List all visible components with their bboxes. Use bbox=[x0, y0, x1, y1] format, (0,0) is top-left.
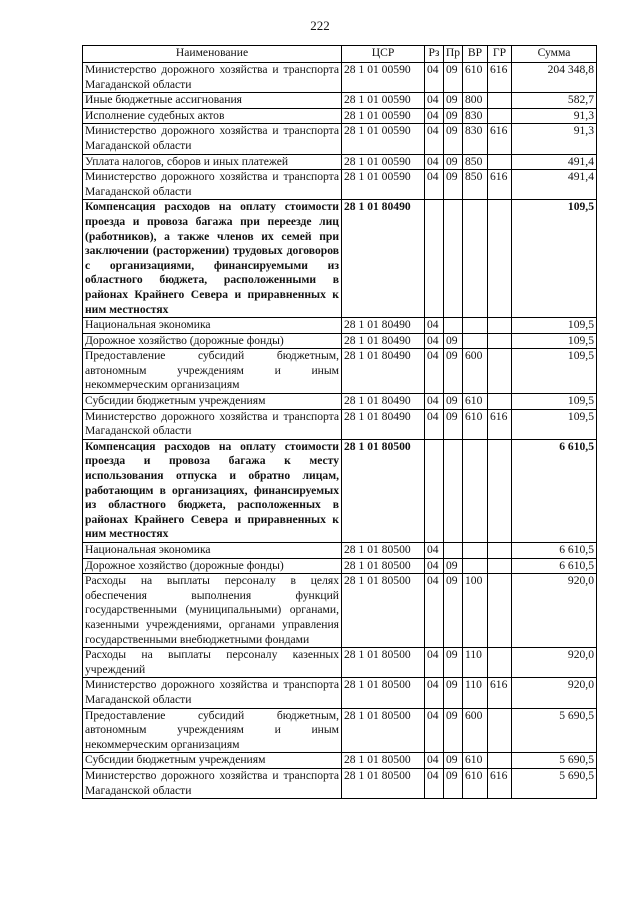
pr-cell: 09 bbox=[444, 678, 463, 708]
rz-cell: 04 bbox=[425, 648, 444, 678]
name-cell: Дорожное хозяйство (дорожные фонды) bbox=[83, 558, 342, 574]
gr-cell bbox=[488, 333, 512, 349]
header-gr: ГР bbox=[488, 46, 512, 63]
gr-cell bbox=[488, 394, 512, 410]
header-name: Наименование bbox=[83, 46, 342, 63]
name-cell: Иные бюджетные ассигнования bbox=[83, 93, 342, 109]
table-row bbox=[83, 154, 597, 170]
budget-table bbox=[82, 45, 597, 799]
table-row bbox=[83, 63, 597, 93]
name-cell: Компенсация расходов на оплату стоимости проезда и провоза багажа к месту использования отпуска и обратно лицам, работающим в организациях, финансируемых из областного бюджета, расположенных в районах Крайнего Севера и приравненных к ним местностях bbox=[83, 439, 342, 542]
csr-cell: 28 1 01 80490 bbox=[342, 349, 425, 394]
pr-cell: 09 bbox=[444, 170, 463, 200]
gr-cell bbox=[488, 200, 512, 318]
vr-cell: 600 bbox=[463, 349, 488, 394]
table-row bbox=[83, 439, 597, 542]
name-cell: Национальная экономика bbox=[83, 543, 342, 559]
table-row bbox=[83, 708, 597, 753]
gr-cell: 616 bbox=[488, 170, 512, 200]
pr-cell bbox=[444, 318, 463, 334]
csr-cell: 28 1 01 80490 bbox=[342, 333, 425, 349]
csr-cell: 28 1 01 80500 bbox=[342, 678, 425, 708]
vr-cell: 610 bbox=[463, 768, 488, 798]
vr-cell: 110 bbox=[463, 648, 488, 678]
pr-cell: 09 bbox=[444, 93, 463, 109]
table-row bbox=[83, 678, 597, 708]
sum-cell: 109,5 bbox=[512, 200, 597, 318]
name-cell: Министерство дорожного хозяйства и транспорта Магаданской области bbox=[83, 170, 342, 200]
sum-cell: 6 610,5 bbox=[512, 543, 597, 559]
rz-cell: 04 bbox=[425, 543, 444, 559]
pr-cell: 09 bbox=[444, 63, 463, 93]
pr-cell: 09 bbox=[444, 574, 463, 648]
rz-cell: 04 bbox=[425, 768, 444, 798]
gr-cell bbox=[488, 349, 512, 394]
sum-cell: 491,4 bbox=[512, 154, 597, 170]
csr-cell: 28 1 01 80490 bbox=[342, 409, 425, 439]
csr-cell: 28 1 01 80500 bbox=[342, 558, 425, 574]
rz-cell bbox=[425, 439, 444, 542]
vr-cell bbox=[463, 558, 488, 574]
vr-cell: 610 bbox=[463, 63, 488, 93]
table-row bbox=[83, 543, 597, 559]
sum-cell: 6 610,5 bbox=[512, 558, 597, 574]
sum-cell: 491,4 bbox=[512, 170, 597, 200]
csr-cell: 28 1 01 80500 bbox=[342, 753, 425, 769]
name-cell: Исполнение судебных актов bbox=[83, 108, 342, 124]
rz-cell: 04 bbox=[425, 170, 444, 200]
header-csr: ЦСР bbox=[342, 46, 425, 63]
gr-cell: 616 bbox=[488, 409, 512, 439]
rz-cell: 04 bbox=[425, 394, 444, 410]
gr-cell bbox=[488, 648, 512, 678]
gr-cell bbox=[488, 543, 512, 559]
sum-cell: 920,0 bbox=[512, 648, 597, 678]
header-sum: Сумма bbox=[512, 46, 597, 63]
rz-cell: 04 bbox=[425, 558, 444, 574]
table-row bbox=[83, 753, 597, 769]
name-cell: Дорожное хозяйство (дорожные фонды) bbox=[83, 333, 342, 349]
header-rz: Рз bbox=[425, 46, 444, 63]
sum-cell: 920,0 bbox=[512, 574, 597, 648]
rz-cell: 04 bbox=[425, 753, 444, 769]
rz-cell: 04 bbox=[425, 63, 444, 93]
pr-cell bbox=[444, 200, 463, 318]
name-cell: Расходы на выплаты персоналу в целях обеспечения выполнения функций государственными (муниципальными) органами, казенными учреждениями, органами управления государственными внебюджетными фондами bbox=[83, 574, 342, 648]
sum-cell: 109,5 bbox=[512, 333, 597, 349]
csr-cell: 28 1 01 00590 bbox=[342, 154, 425, 170]
header-pr: Пр bbox=[444, 46, 463, 63]
sum-cell: 204 348,8 bbox=[512, 63, 597, 93]
sum-cell: 109,5 bbox=[512, 318, 597, 334]
gr-cell: 616 bbox=[488, 63, 512, 93]
name-cell: Расходы на выплаты персоналу казенных учреждений bbox=[83, 648, 342, 678]
name-cell: Министерство дорожного хозяйства и транспорта Магаданской области bbox=[83, 768, 342, 798]
sum-cell: 109,5 bbox=[512, 349, 597, 394]
rz-cell: 04 bbox=[425, 678, 444, 708]
csr-cell: 28 1 01 80500 bbox=[342, 708, 425, 753]
table-row bbox=[83, 394, 597, 410]
vr-cell: 800 bbox=[463, 93, 488, 109]
csr-cell: 28 1 01 80500 bbox=[342, 768, 425, 798]
gr-cell: 616 bbox=[488, 768, 512, 798]
vr-cell: 850 bbox=[463, 170, 488, 200]
vr-cell: 610 bbox=[463, 394, 488, 410]
sum-cell: 6 610,5 bbox=[512, 439, 597, 542]
vr-cell: 830 bbox=[463, 108, 488, 124]
pr-cell bbox=[444, 543, 463, 559]
gr-cell bbox=[488, 154, 512, 170]
sum-cell: 109,5 bbox=[512, 394, 597, 410]
csr-cell: 28 1 01 00590 bbox=[342, 93, 425, 109]
name-cell: Предоставление субсидий бюджетным, автономным учреждениям и иным некоммерческим организациям bbox=[83, 349, 342, 394]
rz-cell: 04 bbox=[425, 409, 444, 439]
table-row bbox=[83, 108, 597, 124]
page-number: 222 bbox=[310, 18, 330, 33]
pr-cell: 09 bbox=[444, 558, 463, 574]
rz-cell: 04 bbox=[425, 108, 444, 124]
table-row bbox=[83, 648, 597, 678]
rz-cell bbox=[425, 200, 444, 318]
vr-cell: 850 bbox=[463, 154, 488, 170]
gr-cell bbox=[488, 753, 512, 769]
name-cell: Предоставление субсидий бюджетным, автономным учреждениям и иным некоммерческим организациям bbox=[83, 708, 342, 753]
csr-cell: 28 1 01 80490 bbox=[342, 200, 425, 318]
pr-cell: 09 bbox=[444, 768, 463, 798]
sum-cell: 920,0 bbox=[512, 678, 597, 708]
table-row bbox=[83, 574, 597, 648]
csr-cell: 28 1 01 80500 bbox=[342, 543, 425, 559]
table-row bbox=[83, 318, 597, 334]
csr-cell: 28 1 01 00590 bbox=[342, 108, 425, 124]
pr-cell: 09 bbox=[444, 708, 463, 753]
gr-cell: 616 bbox=[488, 678, 512, 708]
csr-cell: 28 1 01 00590 bbox=[342, 124, 425, 154]
name-cell: Национальная экономика bbox=[83, 318, 342, 334]
vr-cell: 610 bbox=[463, 753, 488, 769]
csr-cell: 28 1 01 00590 bbox=[342, 63, 425, 93]
pr-cell: 09 bbox=[444, 154, 463, 170]
pr-cell: 09 bbox=[444, 409, 463, 439]
csr-cell: 28 1 01 80490 bbox=[342, 394, 425, 410]
table-row bbox=[83, 409, 597, 439]
name-cell: Министерство дорожного хозяйства и транспорта Магаданской области bbox=[83, 678, 342, 708]
vr-cell: 610 bbox=[463, 409, 488, 439]
table-row bbox=[83, 200, 597, 318]
gr-cell: 616 bbox=[488, 124, 512, 154]
vr-cell: 110 bbox=[463, 678, 488, 708]
table-row bbox=[83, 333, 597, 349]
name-cell: Министерство дорожного хозяйства и транспорта Магаданской области bbox=[83, 63, 342, 93]
vr-cell: 600 bbox=[463, 708, 488, 753]
gr-cell bbox=[488, 439, 512, 542]
name-cell: Субсидии бюджетным учреждениям bbox=[83, 394, 342, 410]
table-row bbox=[83, 124, 597, 154]
sum-cell: 5 690,5 bbox=[512, 753, 597, 769]
csr-cell: 28 1 01 80500 bbox=[342, 439, 425, 542]
pr-cell: 09 bbox=[444, 333, 463, 349]
sum-cell: 109,5 bbox=[512, 409, 597, 439]
sum-cell: 91,3 bbox=[512, 108, 597, 124]
name-cell: Министерство дорожного хозяйства и транспорта Магаданской области bbox=[83, 409, 342, 439]
rz-cell: 04 bbox=[425, 574, 444, 648]
header-row bbox=[83, 46, 597, 63]
vr-cell: 830 bbox=[463, 124, 488, 154]
pr-cell: 09 bbox=[444, 124, 463, 154]
rz-cell: 04 bbox=[425, 349, 444, 394]
sum-cell: 5 690,5 bbox=[512, 768, 597, 798]
table-row bbox=[83, 768, 597, 798]
gr-cell bbox=[488, 574, 512, 648]
vr-cell: 100 bbox=[463, 574, 488, 648]
rz-cell: 04 bbox=[425, 154, 444, 170]
rz-cell: 04 bbox=[425, 708, 444, 753]
vr-cell bbox=[463, 200, 488, 318]
gr-cell bbox=[488, 708, 512, 753]
csr-cell: 28 1 01 80500 bbox=[342, 574, 425, 648]
pr-cell: 09 bbox=[444, 108, 463, 124]
sum-cell: 582,7 bbox=[512, 93, 597, 109]
name-cell: Компенсация расходов на оплату стоимости проезда и провоза багажа при переезде лиц (работников), а также членов их семей при заключении (расторжении) трудовых договоров с организациями, финансируемыми из областного бюджета, расположенными в районах Крайнего Севера и приравненных к ним местностях bbox=[83, 200, 342, 318]
gr-cell bbox=[488, 108, 512, 124]
sum-cell: 91,3 bbox=[512, 124, 597, 154]
pr-cell: 09 bbox=[444, 753, 463, 769]
pr-cell: 09 bbox=[444, 394, 463, 410]
gr-cell bbox=[488, 558, 512, 574]
name-cell: Субсидии бюджетным учреждениям bbox=[83, 753, 342, 769]
header-vr: ВР bbox=[463, 46, 488, 63]
rz-cell: 04 bbox=[425, 333, 444, 349]
table-row bbox=[83, 558, 597, 574]
rz-cell: 04 bbox=[425, 124, 444, 154]
gr-cell bbox=[488, 93, 512, 109]
csr-cell: 28 1 01 80490 bbox=[342, 318, 425, 334]
name-cell: Министерство дорожного хозяйства и транспорта Магаданской области bbox=[83, 124, 342, 154]
pr-cell bbox=[444, 439, 463, 542]
rz-cell: 04 bbox=[425, 318, 444, 334]
csr-cell: 28 1 01 00590 bbox=[342, 170, 425, 200]
table-body bbox=[83, 63, 597, 799]
pr-cell: 09 bbox=[444, 349, 463, 394]
gr-cell bbox=[488, 318, 512, 334]
table-row bbox=[83, 170, 597, 200]
rz-cell: 04 bbox=[425, 93, 444, 109]
vr-cell bbox=[463, 439, 488, 542]
table-row bbox=[83, 93, 597, 109]
table-row bbox=[83, 349, 597, 394]
vr-cell bbox=[463, 543, 488, 559]
vr-cell bbox=[463, 333, 488, 349]
pr-cell: 09 bbox=[444, 648, 463, 678]
name-cell: Уплата налогов, сборов и иных платежей bbox=[83, 154, 342, 170]
sum-cell: 5 690,5 bbox=[512, 708, 597, 753]
vr-cell bbox=[463, 318, 488, 334]
csr-cell: 28 1 01 80500 bbox=[342, 648, 425, 678]
